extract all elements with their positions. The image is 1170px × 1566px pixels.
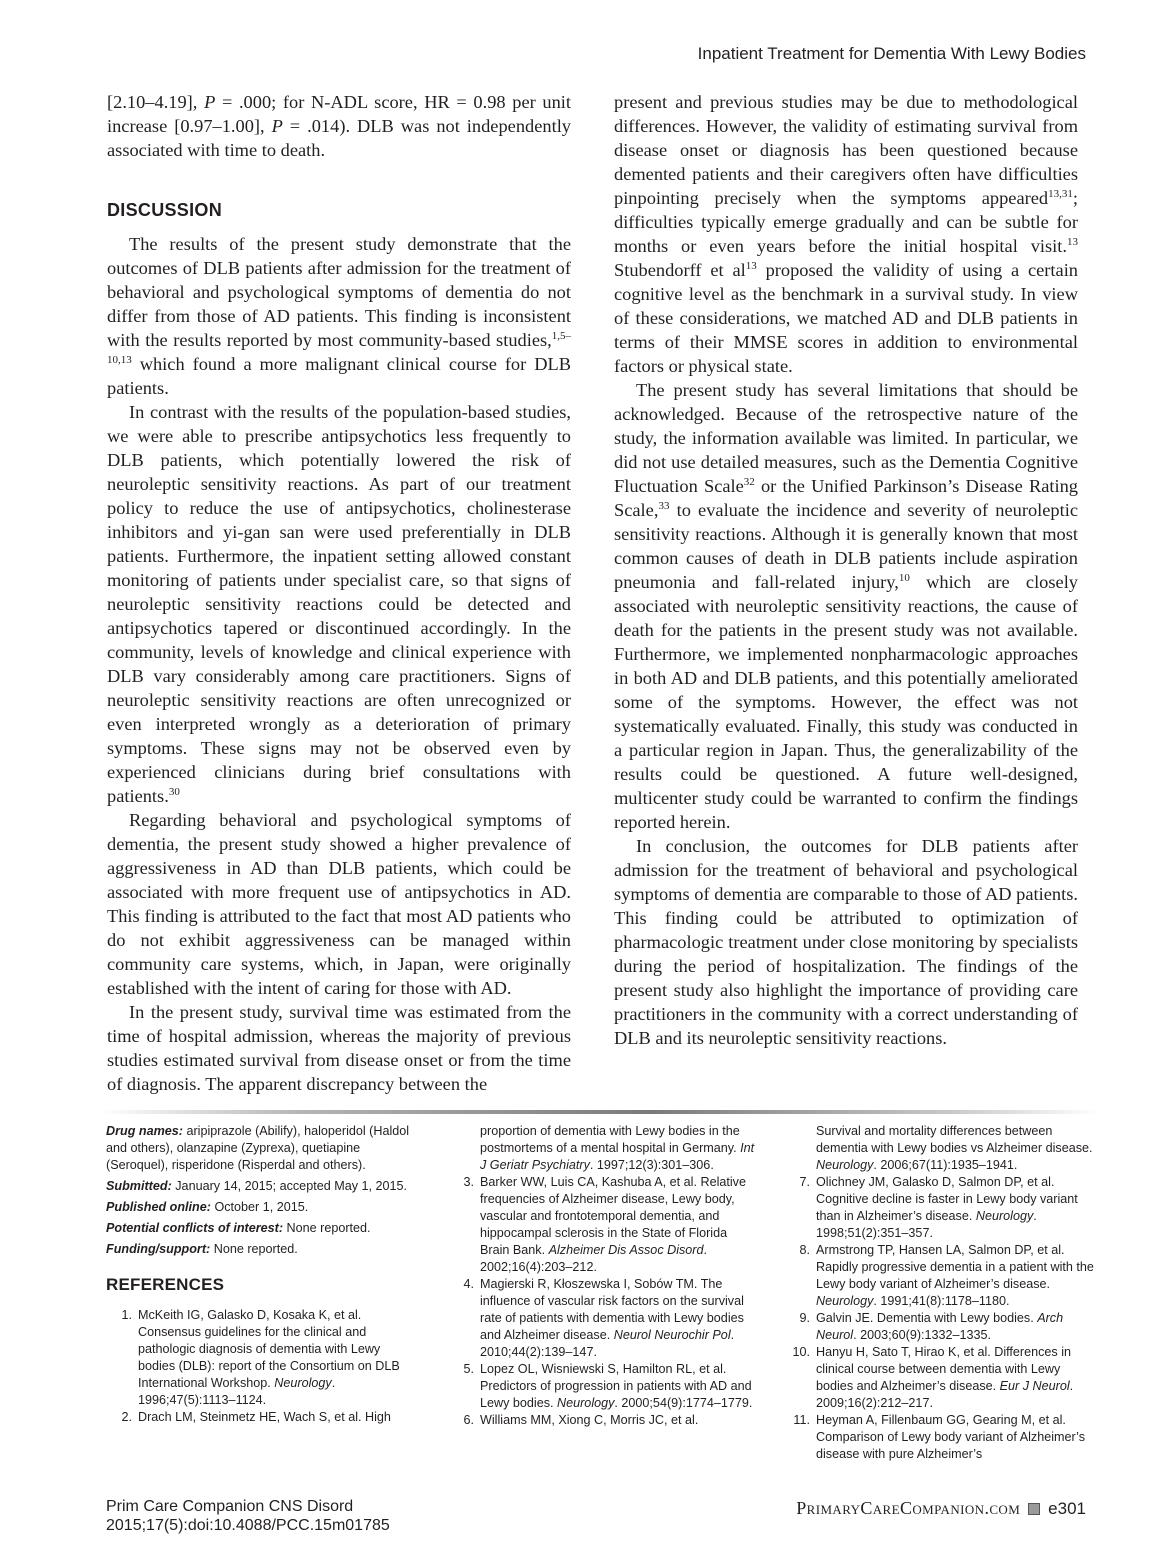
page-footer-right: [796, 1498, 1086, 1519]
published-note: Published online: October 1, 2015.: [106, 1200, 309, 1214]
page-number: e301: [1048, 1498, 1086, 1518]
discussion-paragraph-3: Regarding behavioral and psychological symptoms of dementia, the present study showed a higher prevalence of aggressiveness in AD than DLB patients, which could be associated with more frequent use of antipsychotics in AD. This finding is attributed to the fact that most AD patients who do not exhibit aggressiveness can be managed within community care systems, which, in Japan, were originally established with the intent of caring for those with AD.: [107, 810, 571, 998]
reference-item: 10. Hanyu H, Sato T, Hirao K, et al. Differences in clinical course between dementia with Lewy bodies and Alzheimer’s disease. Eur J Neurol. 2009;16(2):212–217.: [792, 1345, 1074, 1410]
discussion-paragraph-5: present and previous studies may be due to methodological differences. However, the validity of estimating survival from disease onset or diagnosis has been questioned because demented patients and their caregivers often have difficulties pinpointing precisely when the symptoms appeared$^{13,31}$; difficulties typically emerge gradually and can be subtle for months or even years before the initial hospital visit.$^{13}$ Stubendorff et $al^{13}$ proposed the validity of using a certain cognitive level as the benchmark in a survival study. In view of these considerations, we matched AD and DLB patients in terms of their MMSE scores in addition to environmental factors or physical state.: [614, 92, 1078, 376]
citation[interactable]: 13,31: [1048, 188, 1073, 200]
submitted-note: Submitted: January 14, 2015; accepted May 1, 2015.: [106, 1179, 408, 1193]
reference-item: 6. Williams MM, Xiong C, Morris JC, et al.: [463, 1413, 699, 1427]
discussion-paragraph-1: The results of the present study demonstrate that the outcomes of DLB patients after admission for the treatment of behavioral and psychological symptoms of dementia do not differ from those of AD patients. This finding is inconsistent with the results reported by most community-based studies,$^{1,5-10,13}$ which found a more malignant clinical course for DLB patients.: [107, 234, 571, 398]
journal-citation: [106, 1497, 390, 1535]
website-link[interactable]: PrimaryCareCompanion.com: [796, 1498, 1021, 1518]
conclusion-paragraph: In conclusion, the outcomes for DLB patients after admission for the treatment of behavioral and psychological symptoms of dementia are comparable to those of AD patients. This finding could be attributed to optimization of pharmacologic treatment under close monitoring by specialists during the period of hospitalization. The findings of the present study also highlight the importance of providing care practitioners in the community with a correct understanding of DLB and its neuroleptic sensitivity reactions.: [614, 836, 1078, 1048]
citation[interactable]: 13: [1067, 236, 1078, 248]
citation[interactable]: 10: [898, 572, 910, 584]
citation[interactable]: 13: [745, 260, 757, 272]
reference-item: 9. Galvin JE. Dementia with Lewy bodies. Arch Neurol. 2003;60(9):1332–1335.: [799, 1311, 1064, 1342]
drug-names-note: Drug names: aripiprazole (Abilify), haloperidol (Haldol and others), olanzapine (Zyprexa), quetiapine (Seroquel), risperidone (Risperdal and others).: [106, 1124, 410, 1172]
conflicts-note: Potential conflicts of interest: None reported.: [106, 1221, 371, 1235]
running-title: Inpatient Treatment for Dementia With Lewy Bodies: [697, 44, 1086, 63]
reference-item: 5. Lopez OL, Wisniewski S, Hamilton RL, et al. Predictors of progression in patients with AD and Lewy bodies. Neurology. 2000;54(9):1774–1779.: [463, 1362, 753, 1410]
body-column-left: [107, 90, 571, 1096]
body-column-right: [614, 90, 1078, 1050]
section-divider: [100, 1110, 1100, 1114]
doi-line[interactable]: 2015;17(5):doi:10.4088/PCC.15m01785: [106, 1517, 390, 1534]
reference-item: 4. Magierski R, Kłoszewska I, Sobów TM. The influence of vascular risk factors on the survival rate of patients with dementia with Lewy bodies and Alzheimer disease. Neurol Neurochir Pol. 2010;44(2):139–147.: [463, 1277, 744, 1359]
reference-item: 2. Drach LM, Steinmetz HE, Wach S, et al. High: [121, 1410, 391, 1424]
reference-item-continued: Survival and mortality differences between dementia with Lewy bodies vs Alzheimer disease. Neurology. 2006;67(11):1935–1941.: [816, 1124, 1093, 1172]
discussion-paragraph-4: In the present study, survival time was estimated from the time of hospital admission, whereas the majority of previous studies estimated survival from disease onset or from the time of diagnosis. The apparent discrepancy between the: [107, 1002, 571, 1094]
discussion-paragraph-2: In contrast with the results of the population-based studies, we were able to prescribe antipsychotics less frequently to DLB patients, which potentially lowered the risk of neuroleptic sensitivity reactions. As part of our treatment policy to reduce the use of antipsychotics, cholinesterase inhibitors and yi-gan san were used preferentially in DLB patients. Furthermore, the inpatient setting allowed constant monitoring of patients under specialist care, so that signs of neuroleptic sensitivity reactions could be detected and antipsychotics tapered or discontinued accordingly. In the community, levels of knowledge and clinical experience with DLB vary considerably among care practitioners. Signs of neuroleptic sensitivity reactions are often unrecognized or even interpreted wrongly as a deterioration of primary symptoms. These signs may not be observed even by experienced clinicians during brief consultations with patients.$^{30}$: [107, 402, 571, 806]
reference-item: 7. Olichney JM, Galasko D, Salmon DP, et al. Cognitive decline is faster in Lewy body variant than in Alzheimer’s disease. Neurology. 1998;51(2):351–357.: [799, 1175, 1078, 1240]
citation[interactable]: 30: [168, 786, 180, 798]
reference-item: 1. McKeith IG, Galasko D, Kosaka K, et al. Consensus guidelines for the clinical and pathologic diagnosis of dementia with Lewy bodies (DLB): report of the Consortium on DLB International Workshop. Neurology. 1996;47(5):1113–1124.: [121, 1308, 400, 1407]
limitations-paragraph: The present study has several limitations that should be acknowledged. Because of the retrospective nature of the study, the information available was limited. In particular, we did not use detailed measures, such as the Dementia Cognitive Fluctuation Scale$^{32}$ or the Unified Parkinson’s Disease Rating Scale,$^{33}$ to evaluate the incidence and severity of neuroleptic sensitivity reactions. Although it is generally known that most common causes of death in DLB patients include aspiration pneumonia and fall-related injury,$^{10}$ which are closely associated with neuroleptic sensitivity reactions, the cause of death for the patients in the present study was not available. Furthermore, we implemented nonpharmacologic approaches in both AD and DLB patients, and this potentially ameliorated some of the symptoms. However, the effect was not systematically evaluated. Finally, this study was conducted in a particular region in Japan. Thus, the generalizability of the results could be questioned. A future well-designed, multicenter study could be warranted to confirm the findings reported herein.: [614, 380, 1078, 832]
reference-item-continued: proportion of dementia with Lewy bodies in the postmortems of a mental hospital in Germany. Int J Geriatr Psychiatry. 1997;12(3):301–306.: [480, 1124, 755, 1172]
discussion-heading: DISCUSSION: [107, 200, 223, 220]
reference-item: 11. Heyman A, Fillenbaum GG, Gearing M, et al. Comparison of Lewy body variant of Alzheimer’s disease with pure Alzheimer’s: [793, 1413, 1086, 1461]
citation[interactable]: 1,5–10,13: [107, 330, 571, 366]
references-heading: REFERENCES: [106, 1275, 225, 1294]
square-icon: [1028, 1503, 1040, 1515]
footnote-column-3: [784, 1123, 1094, 1463]
funding-note: Funding/support: None reported.: [106, 1242, 298, 1256]
journal-name: Prim Care Companion CNS Disord: [106, 1498, 354, 1515]
citation[interactable]: 32: [743, 476, 755, 488]
footnote-column-2: [448, 1123, 758, 1429]
reference-item: 3. Barker WW, Luis CA, Kashuba A, et al. Relative frequencies of Alzheimer disease, Lewy body, vascular and frontotemporal dementia, and hippocampal sclerosis in the State of Florida Brain Bank. Alzheimer Dis Assoc Disord. 2002;16(4):203–212.: [463, 1175, 746, 1274]
citation[interactable]: 33: [658, 500, 670, 512]
reference-item: 8. Armstrong TP, Hansen LA, Salmon DP, et al. Rapidly progressive dementia in a patient with the Lewy body variant of Alzheimer’s disease. Neurology. 1991;41(8):1178–1180.: [799, 1243, 1094, 1308]
results-continuation-paragraph: [2.10–4.19], P = .000; for N-ADL score, HR = 0.98 per unit increase [0.97–1.00], P = .014). DLB was not independently associated with time to death.: [107, 92, 571, 160]
footnote-column-1: [106, 1123, 416, 1426]
